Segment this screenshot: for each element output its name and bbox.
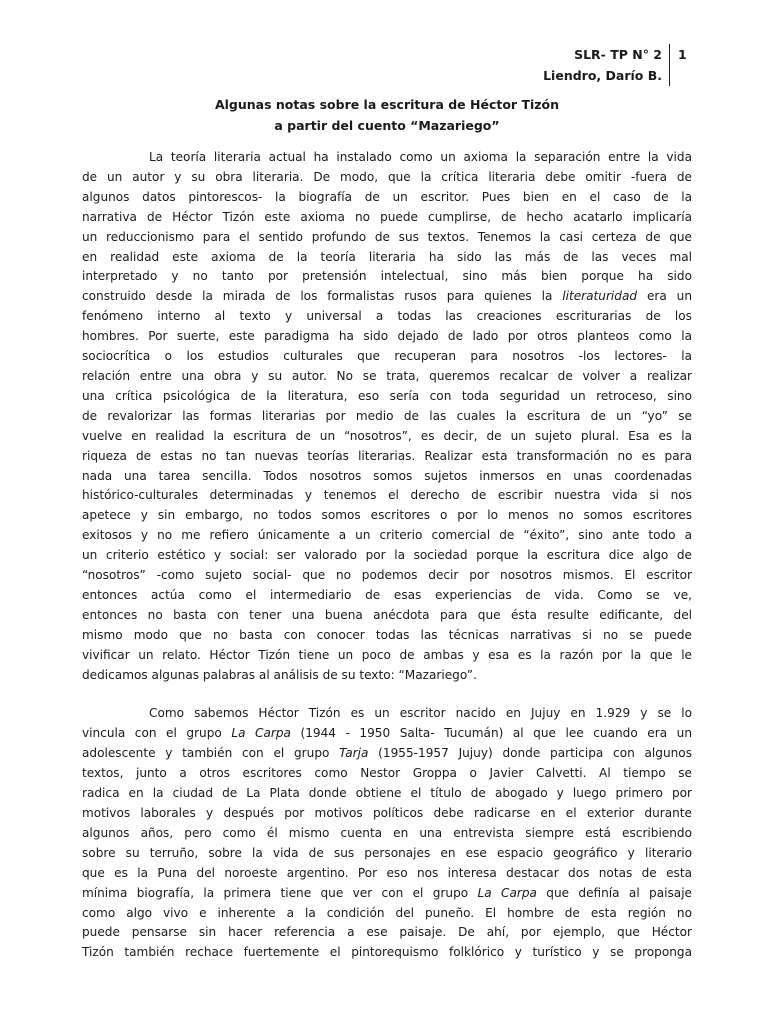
text-line: La teoría literaria actual ha instalado como un axioma la separación entre la vida	[149, 150, 692, 164]
text-line: entonces actúa como el intermediario de esas experiencias de vida. Como se ve,	[82, 587, 692, 602]
text-line: narrativa de Héctor Tizón este axioma no puede cumplirse, de hecho acatarlo implicaría	[82, 209, 692, 224]
text-segment: adolescente y también con el grupo	[82, 746, 340, 761]
text-line: relación entre una obra y su autor. No se trata, queremos recalcar de volver a realizar	[82, 368, 692, 383]
text-line: radica en la ciudad de La Plata donde obtiene el título de abogado y luego primero por	[82, 786, 692, 801]
header-author: Liendro, Darío B.	[543, 68, 662, 83]
text-line: sobre su terruño, sobre la vida de sus personajes en ese espacio geográfico y literario	[82, 845, 692, 860]
document-title	[82, 94, 692, 136]
title-line-1: Algunas notas sobre la escritura de Héctor Tizón	[214, 97, 560, 112]
text-segment: era un	[637, 289, 692, 304]
text-line: algunos años, pero como él mismo cuenta en una entrevista siempre está escribiendo	[82, 825, 692, 840]
text-line: mismo modo que no basta con conocer todas las técnicas narrativas si no se puede	[82, 627, 692, 642]
paragraph-2	[82, 704, 692, 963]
italic-term: Tarja	[339, 746, 369, 761]
text-line: que es la Puna del noroeste argentino. Por eso nos interesa destacar dos notas de esta	[82, 865, 692, 880]
text-line: Tizón también rechace fuertemente el pintorequismo folklórico y turístico y se proponga	[82, 945, 692, 960]
page-header	[543, 44, 670, 86]
text-line	[82, 744, 692, 764]
text-line	[82, 287, 692, 307]
text-line: vivificar un relato. Héctor Tizón tiene un poco de ambas y esa es la razón por la que le	[82, 647, 692, 662]
page-number: 1	[678, 47, 687, 62]
text-line: puede pensarse sin hacer referencia a ese paisaje. De ahí, por ejemplo, que Héctor	[82, 925, 692, 940]
text-line: de un autor y su obra literaria. De modo, que la crítica literaria debe omitir -fuera de	[82, 169, 692, 184]
paragraph-gap	[82, 685, 692, 704]
document-body	[82, 148, 692, 963]
text-line: una crítica psicológica de la literatura, eso sería con toda seguridad un retroceso, sino	[82, 388, 692, 403]
text-line: de revalorizar las formas literarias por medio de las cuales la escritura de un “yo” se	[82, 408, 692, 423]
text-line: un criterio estético y social: ser valorado por la sociedad porque la escritura dice algo de	[82, 548, 692, 563]
text-segment: (1944 - 1950 Salta- Tucumán) al que lee cuando era un	[290, 726, 692, 741]
text-segment: vincula con el grupo	[82, 726, 232, 741]
italic-term: literaturidad	[562, 289, 638, 304]
text-line: hombres. Por suerte, este paradigma ha sido dejado de lado por otros planteos como la	[82, 329, 692, 344]
text-line: entonces no basta con tener una buena anécdota para que ésta resulte edificante, del	[82, 607, 692, 622]
text-line: interpretado y no tanto por pretensión intelectual, sino más bien porque ha sido	[82, 269, 692, 284]
italic-term: La Carpa	[477, 885, 537, 900]
title-line-2: a partir del cuento “Mazariego”	[274, 118, 500, 133]
text-line: textos, junto a otros escritores como Nestor Groppa o Javier Calvetti. Al tiempo se	[82, 766, 692, 781]
text-segment: (1955-1957 Jujuy) donde participa con algunos	[368, 746, 692, 761]
text-line: algunos datos pintorescos- la biografía de un escritor. Pues bien en el caso de la	[82, 189, 692, 204]
text-segment: que definía al paisaje	[536, 885, 692, 900]
text-line	[82, 724, 692, 744]
text-line: apetece y sin embargo, no todos somos escritores o por lo menos no somos escritores	[82, 508, 692, 523]
text-line: motivos laborales y después por motivos políticos debe radicarse en el exterior durante	[82, 806, 692, 820]
text-line	[82, 884, 692, 904]
text-line: riqueza de estas no tan nuevas teorías literarias. Realizar esta transformación no es para	[82, 448, 692, 463]
text-line: sociocrítica o los estudios culturales que recuperan para nosotros -los lectores- la	[82, 349, 692, 364]
text-segment: mínima biografía, la primera tiene que ver con el grupo	[82, 885, 478, 900]
text-line: vuelve en realidad la escritura de un “nosotros”, es decir, de un sujeto plural. Esa es la	[82, 428, 692, 443]
text-line: Como sabemos Héctor Tizón es un escritor nacido en Jujuy en 1.929 y se lo	[149, 706, 692, 721]
text-line: como algo vivo e inherente a la condición del puneño. El hombre de esta región no	[82, 905, 692, 920]
text-line: “nosotros” -como sujeto social- que no podemos decir por nosotros mismos. El escritor	[82, 568, 692, 583]
paragraph-1	[82, 148, 692, 685]
italic-term: La Carpa	[231, 726, 291, 741]
text-line: en realidad este axioma de la teoría literaria ha sido las más de las veces mal	[82, 249, 692, 264]
text-line: un reduccionismo para el sentido profundo de sus textos. Tenemos la casi certeza de que	[82, 229, 692, 244]
text-line: dedicamos algunas palabras al análisis de su texto: “Mazariego”.	[82, 667, 477, 682]
text-line: fenómeno interno al texto y universal a todas las creaciones escriturarias de los	[82, 309, 692, 324]
text-segment: construido desde la mirada de los formalistas rusos para quienes la	[82, 289, 563, 304]
text-line: exitosos y no me refiero únicamente a un criterio comercial de “éxito”, sino ante todo a	[82, 528, 692, 543]
header-assignment: SLR- TP N° 2	[574, 47, 662, 62]
text-line: nada una tarea sencilla. Todos nosotros somos sujetos inmersos en unas coordenadas	[82, 468, 692, 483]
text-line: histórico-culturales determinadas y tenemos el derecho de escribir nuestra vida si nos	[82, 488, 692, 503]
